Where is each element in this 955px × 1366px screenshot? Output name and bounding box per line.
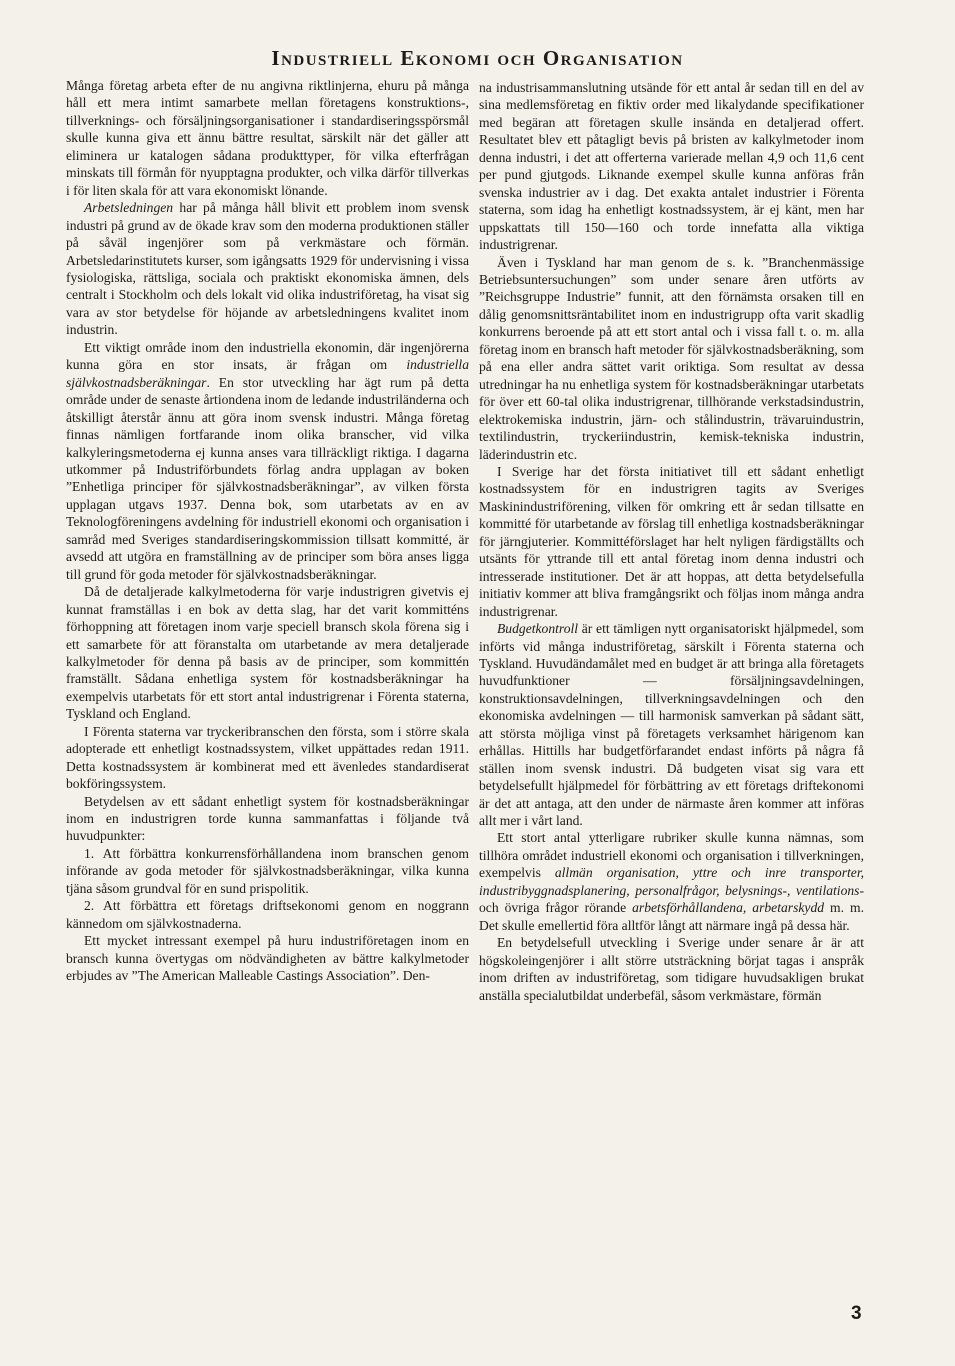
paragraph-text: m. m. Det skulle emellertid föra alltför långt att närmare ingå på dessa här. (479, 900, 865, 933)
paragraph: Då de detaljerade kalkylmetoderna för varje industrigren givetvis ej kunnat framställas i en bok av detta slag, har det varit kommitténs förhoppning att företagen inom varje speciell bransch skola förena sig i ett samarbete för att föranstalta om utarbetande av mera detaljerade kalkylmetoder för denna på basis av de principer, som kommittén framställt. Sådana enhetliga system för kostnadsberäkningar ha exempelvis utarbetats för ett stort antal industrigrenar i Förenta staterna, Tyskland och England. (66, 584, 469, 722)
paragraph-text: Ett stort antal ytterligare rubriker skulle kunna nämnas, som tillhöra området industriell ekonomi och organisation i tillverkningen, exempelvis (479, 830, 864, 881)
paragraph: Betydelsen av ett sådant enhetligt system för kostnadsberäkningar inom en industrigren torde kunna sammanfattas i följande två huvudpunkter: (66, 793, 469, 844)
paragraph (66, 199, 469, 339)
italic-lead: allmän organisation, yttre och inre transporter, industribyggnadsplanering, personalfrågor, belysnings-, ventilations- (479, 865, 864, 898)
page-number: 3 (851, 1303, 862, 1324)
list-item: 1. Att förbättra konkurrensförhållandena inom branschen genom införande av goda metoder för självkostnadsberäkningar, vilka kunna tjäna såsom grundval för en sund prispolitik. (66, 845, 469, 896)
paragraph-text: är ett tämligen nytt organisatoriskt hjälpmedel, som införts vid många industriföretag, särskilt i Förenta staterna och Tyskland. Huvudändamålet med en budget är att bringa alla företagets huvudfunktioner — försäljningsavdelningen, konstruktionsavdelningen, tillverkningsavdelningen och den ekonomiska avdelningen — till harmonisk samverkan på sådant sätt, att största möjliga vinst på företagets verksamhet härigenom kan erhållas. Hittills har budgetförfarandet endast införts på några få ställen inom svensk industri. Då budgeten visat sig vara ett betydelsefullt hjälpmedel för förbättring av ett företags driftekonomi är det att antaga, att den under de närmaste åren kommer att införas allt mer i vårt land. (479, 621, 864, 829)
right-column (479, 79, 864, 1004)
paragraph-text: Ett viktigt område inom den industriella ekonomin, där ingenjörerna kunna göra en stor insats, är frågan om (66, 339, 469, 373)
italic-lead: arbetsförhållandena, arbetarskydd (632, 900, 825, 916)
paragraph: I Sverige har det första initiativet till ett sådant enhetligt kostnadssystem för en industrigren tagits av Sveriges Maskinindustriförening, vilken för omkring ett år sedan tillsatte en kommitté för utarbetande av förslag till enhetliga kostnadsberäkningar för järngjuterier. Kommittéförslaget har helt nyligen färdigställts och utsänts för yttrande till ett antal företag inom denna industri och intresserade institutioner. Det är att hoppas, att detta betydelsefulla initiativ kommer att bliva framgångsrikt och följas inom många andra industrigrenar. (479, 463, 864, 619)
italic-lead: Arbetsledningen (84, 200, 174, 216)
paragraph-text: har på många håll blivit ett problem inom svensk industri på grund av de ökade krav som den moderna produktionen ställer på såväl ingenjörer som på verkmästare och förmän. Arbetsledarinstitutets kurser, som igångsatts 1929 för undervisning i vissa fysiologiska, rättsliga, sociala och praktiskt ekonomiska ämnen, dels centralt i Stockholm och dels lokalt vid olika industriföretag, ha visat sig vara av stor betydelse för höjande av arbetsledningens kvalitet inom industrin. (66, 200, 469, 338)
paragraph (66, 339, 469, 583)
paragraph (479, 620, 864, 829)
paragraph: I Förenta staterna var tryckeribranschen den första, som i större skala adopterade ett enhetligt kostnadssystem, vilket uppättades redan 1911. Detta kostnadssystem är kombinerat med ett ävenledes standardiserat bokföringssystem. (66, 723, 469, 792)
list-item: 2. Att förbättra ett företags driftsekonomi genom en noggrann kännedom om självkostnaderna. (66, 898, 469, 931)
paragraph: Även i Tyskland har man genom de s. k. ”Branchenmässige Betriebsuntersuchungen” som under senare åren utförts av ”Reichsgruppe Industrie” funnit, att den förnämsta orsaken till en dålig genomsnittsräntabilitet inom en industrigrupp ofta varit skadlig konkurrens beroende på att ett stort antal och i vissa fall t. o. m. alla företag inom en bransch haft metoder för självkostnadsberäkning, som på ena eller andra sättet varit oriktiga. Som resultat av dessa utredningar ha nu enhetliga system för kostnadsberäkningar utarbetats för över ett 60-tal olika industrigrenar, tillhörande verkstadsindustrin, elektrokemiska industrin, järn- och stålindustrin, trävaruindustrin, textilindustrin, tryckeriindustrin, kemisk-tekniska industrin, läderindustrin etc. (479, 254, 864, 462)
italic-lead: Budgetkontroll (497, 621, 579, 637)
page-title: Industriell Ekonomi och Organisation (271, 46, 684, 70)
paragraph: na industrisammanslutning utsände för ett antal år sedan till en del av sina medlemsföretag en fiktiv order med likalydande specifikationer med begäran att företagen skulle insända en detaljerad offert. Resultatet blev ett påtagligt bevis på bristen av kalkylmetoder inom denna industri, i det att offerterna varierade mellan 4,9 och 11,6 cent per pund gjutgods. Liknande exempel skulle kunna anföras från svenska industrier av i dag. Det exakta antalet industrier i Förenta staterna, som idag ha enhetligt kostnadssystem, är ej känt, men har uppskattats till 150—160 och torde innefatta alla viktiga industrigrenar. (479, 80, 864, 253)
paragraph-text: och övriga frågor rörande (479, 900, 633, 916)
paragraph-text: . En stor utveckling har ägt rum på detta område under de senaste årtiondena inom de ledande industriländerna och åtskilligt återstår ännu att göra inom svensk industri. Många företag finnas nämligen fortfarande inom olika branscher, vid vilka kalkyleringsmetoderna ej kunna anses vara tillräckligt riktiga. I dagarna utkommer på Industriförbundets förlag andra upplagan av boken ”Enhetliga principer för självkostnadsberäkningar”, av vilken första upplagan utgavs 1937. Denna bok, som utarbetats av en av Teknologföreningens avdelning för industriell ekonomi och organisation i samråd med Sveriges standardiseringskommission tillsatt kommitté, är avsedd att utgöra en framställning av de principer som böra anses ligga till grund för goda metoder för självkostnadsberäkningar. (66, 374, 469, 582)
paragraph: Ett mycket intressant exempel på huru industriföretagen inom en bransch kunna övertygas om nödvändigheten av bättre kalkylmetoder erbjudes av ”The American Malleable Castings Association”. Den- (66, 933, 469, 984)
paragraph: En betydelsefull utveckling i Sverige under senare år är att högskoleingenjörer i allt större utsträckning börjat tagas i anspråk inom driften av industriföretag, som tidigare huvudsakligen brukat anställa specialutbildat underbefäl, såsom verkmästare, förmän (479, 935, 864, 1003)
left-column (66, 77, 469, 985)
italic-lead: industriella självkostnadsberäkningar (66, 357, 469, 390)
paragraph: Många företag arbeta efter de nu angivna riktlinjerna, ehuru på många håll ett mera intimt samarbete mellan företagens konstruktions-, tillverknings- och försäljningsorganisationer i standardiseringsspörsmål skulle kunna giva ett ännu bättre resultat, särskilt när det gäller att eliminera ur katalogen sådana produkttyper, för vilka efterfrågan minskats till förmån för nyupptagna produkter, och vilka därför tillverkas i för liten skala för att vara ekonomiskt lönande. (66, 78, 469, 198)
paragraph (479, 829, 864, 934)
